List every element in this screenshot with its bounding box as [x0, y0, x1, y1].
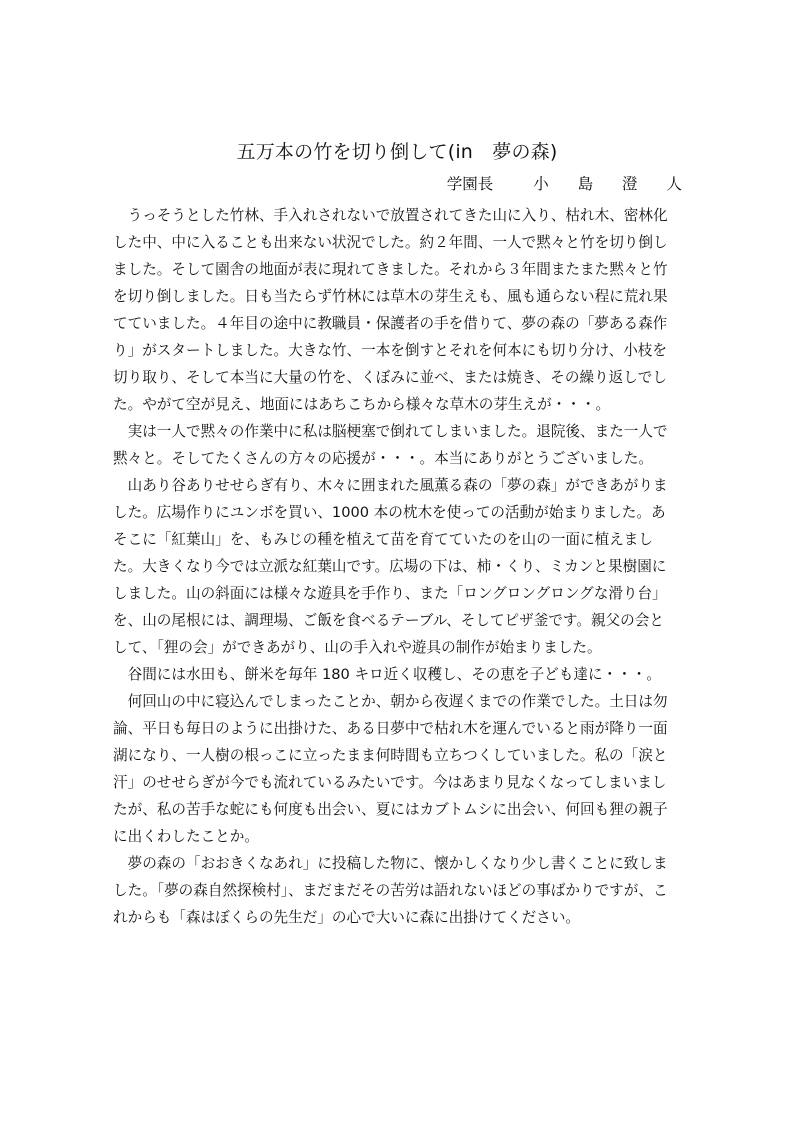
body-line: した中、中に入ることも出来ない状況でした。約２年間、一人で黙々と竹を切り倒し [113, 234, 668, 251]
body-line: うっそうとした竹林、手入れされないで放置されてきた山に入り、枯れ木、密林化 [113, 207, 668, 224]
body-line: たが、私の苦手な蛇にも何度も出会い、夏にはカブトムシに出会い、何回も狸の親子 [113, 801, 668, 818]
body-line: ました。そして園舎の地面が表に現れてきました。それから３年間またまた黙々と竹 [113, 261, 668, 278]
body-line: しました。山の斜面には様々な遊具を手作り、また「ロングロングロングな滑り台」 [113, 585, 667, 602]
body-line: た。大きくなり今では立派な紅葉山です。広場の下は、柿・くり、ミカンと果樹園に [113, 558, 667, 575]
body-line: 切り取り、そして本当に大量の竹を、くぼみに並べ、または焼き、その繰り返しでし [113, 369, 667, 386]
body-line: して、「狸の会」ができあがり、山の手入れや遊具の制作が始まりました。 [113, 639, 602, 656]
body-line: 山あり谷ありせせらぎ有り、木々に囲まれた風薫る森の「夢の森」ができあがりま [113, 477, 668, 494]
body-line: 実は一人で黙々の作業中に私は脳梗塞で倒れてしまいました。退院後、また一人で [113, 423, 668, 440]
body-line: 谷間には水田も、餅米を毎年 180 キロ近く収穫し、その恵を子ども達に・・・。 [113, 666, 661, 683]
body-line: 汗」のせせらぎが今でも流れているみたいです。今はあまり見なくなってしまいまし [113, 774, 667, 791]
body-line: を切り倒しました。日も当たらず竹林には草木の芽生えも、風も通らない程に荒れ果 [113, 288, 668, 305]
document-title: 五万本の竹を切り倒して(in 夢の森) [236, 141, 558, 163]
body-line: を、山の尾根には、調理場、ご飯を食べるテーブル、そしてピザ釜です。親父の会と [113, 612, 664, 629]
body-line: た。やがて空が見え、地面にはあちこちから様々な草木の芽生えが・・・。 [113, 396, 611, 413]
body-line: 夢の森の「おおきくなあれ」に投稿した物に、懐かしくなり少し書くことに致しま [113, 855, 668, 872]
body-line: そこに「紅葉山」を、もみじの種を植えて苗を育てていたのを山の一面に植えまし [113, 531, 653, 548]
body-line: 黙々と。そしてたくさんの方々の応援が・・・。本当にありがとうございました。 [113, 450, 653, 467]
author-role: 学園長 [446, 175, 494, 193]
body-line: 論、平日も毎日のように出掛けた、ある日夢中で枯れ木を運んでいると雨が降り一面 [113, 720, 668, 737]
document-body [113, 202, 685, 931]
author-name: 小 島 澄 人 [533, 175, 694, 193]
body-line: 湖になり、一人樹の根っこに立ったまま何時間も立ちつくしていました。私の「涙と [113, 747, 668, 764]
body-line: した。広場作りにユンボを買い、1000 本の枕木を使っての活動が始まりました。あ [113, 504, 666, 521]
author-line [446, 173, 694, 195]
body-line: れからも「森はぼくらの先生だ」の心で大いに森に出掛けてください。 [113, 909, 581, 926]
body-line: り」がスタートしました。大きな竹、一本を倒すとそれを何本にも切り分け、小枝を [113, 342, 667, 359]
body-line: 何回山の中に寝込んでしまったことか、朝から夜遅くまでの作業でした。土日は勿 [113, 693, 668, 710]
body-line: に出くわしたことか。 [113, 828, 259, 845]
body-line: した。「夢の森自然探検村」、まだまだその苦労は語れないほどの事ばかりですが、こ [113, 882, 668, 899]
body-line: てていました。４年目の途中に教職員・保護者の手を借りて、夢の森の「夢ある森作 [113, 315, 668, 332]
